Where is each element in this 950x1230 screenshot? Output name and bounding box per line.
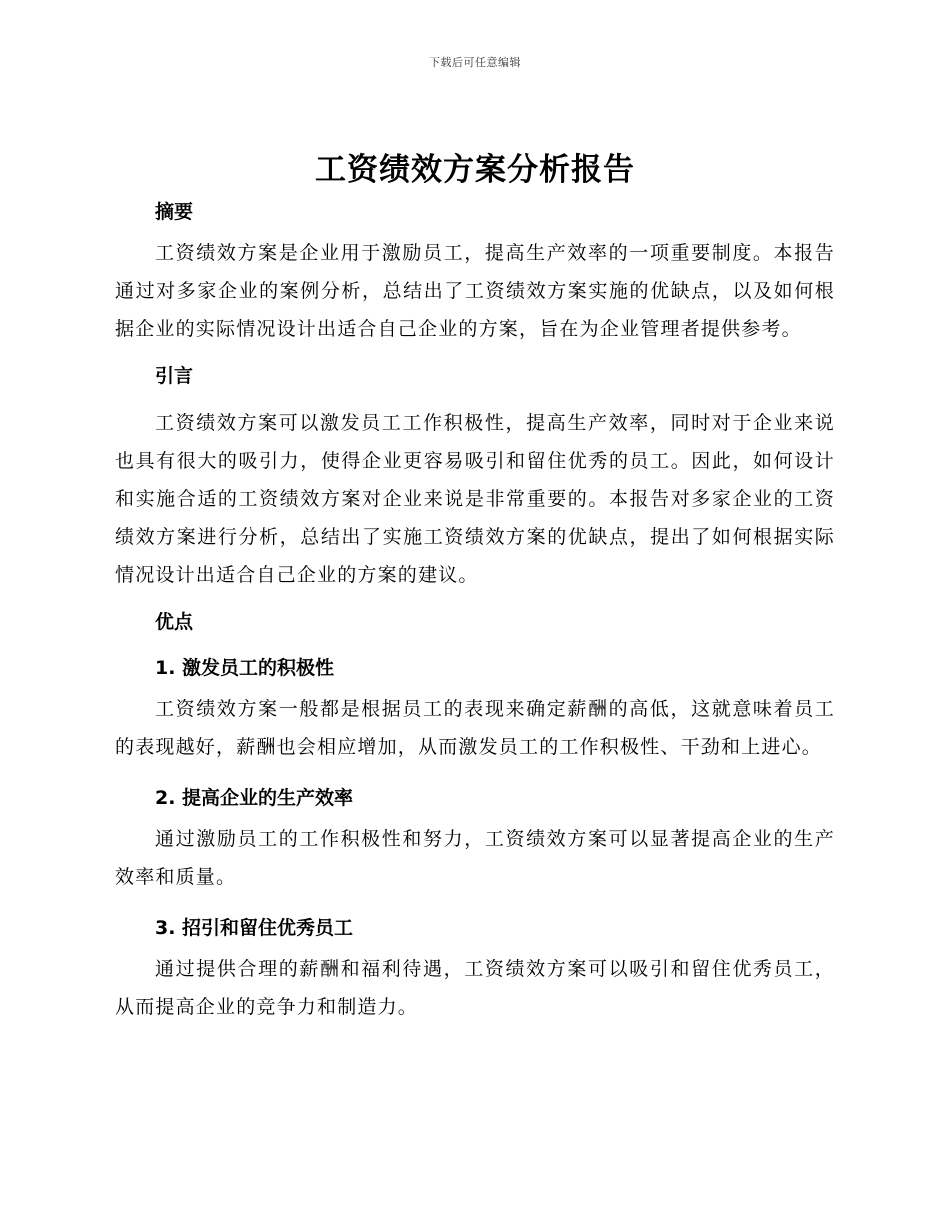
document-title: 工资绩效方案分析报告	[315, 152, 635, 188]
advantage-2-paragraph: 通过激励员工的工作积极性和努力，工资绩效方案可以显著提高企业的生产效率和质量。	[115, 828, 835, 888]
introduction-paragraph: 工资绩效方案可以激发员工工作积极性，提高生产效率，同时对于企业来说也具有很大的吸引力，使得企业更容易吸引和留住优秀的员工。因此，如何设计和实施合适的工资绩效方案对企业来说是非常重要的。本报告对多家企业的工资绩效方案进行分析，总结出了实施工资绩效方案的优缺点，提出了如何根据实际情况设计出适合自己企业的方案的建议。	[115, 412, 835, 586]
abstract-heading: 摘要	[155, 201, 194, 223]
document-body	[115, 148, 835, 1026]
advantage-3-paragraph: 通过提供合理的薪酬和福利待遇，工资绩效方案可以吸引和留住优秀员工，从而提高企业的竞争力和制造力。	[115, 958, 835, 1018]
advantage-1-heading: 1. 激发员工的积极性	[155, 657, 335, 679]
advantage-1-paragraph: 工资绩效方案一般都是根据员工的表现来确定薪酬的高低，这就意味着员工的表现越好，薪酬也会相应增加，从而激发员工的工作积极性、干劲和上进心。	[115, 698, 835, 758]
advantage-3-heading: 3. 招引和留住优秀员工	[155, 917, 354, 939]
introduction-heading: 引言	[155, 365, 194, 387]
advantages-heading: 优点	[155, 611, 194, 633]
abstract-paragraph: 工资绩效方案是企业用于激励员工，提高生产效率的一项重要制度。本报告通过对多家企业的案例分析，总结出了工资绩效方案实施的优缺点，以及如何根据企业的实际情况设计出适合自己企业的方案，旨在为企业管理者提供参考。	[115, 242, 835, 340]
page-header-note: 下载后可任意编辑	[429, 56, 521, 69]
advantage-2-heading: 2. 提高企业的生产效率	[155, 787, 354, 809]
